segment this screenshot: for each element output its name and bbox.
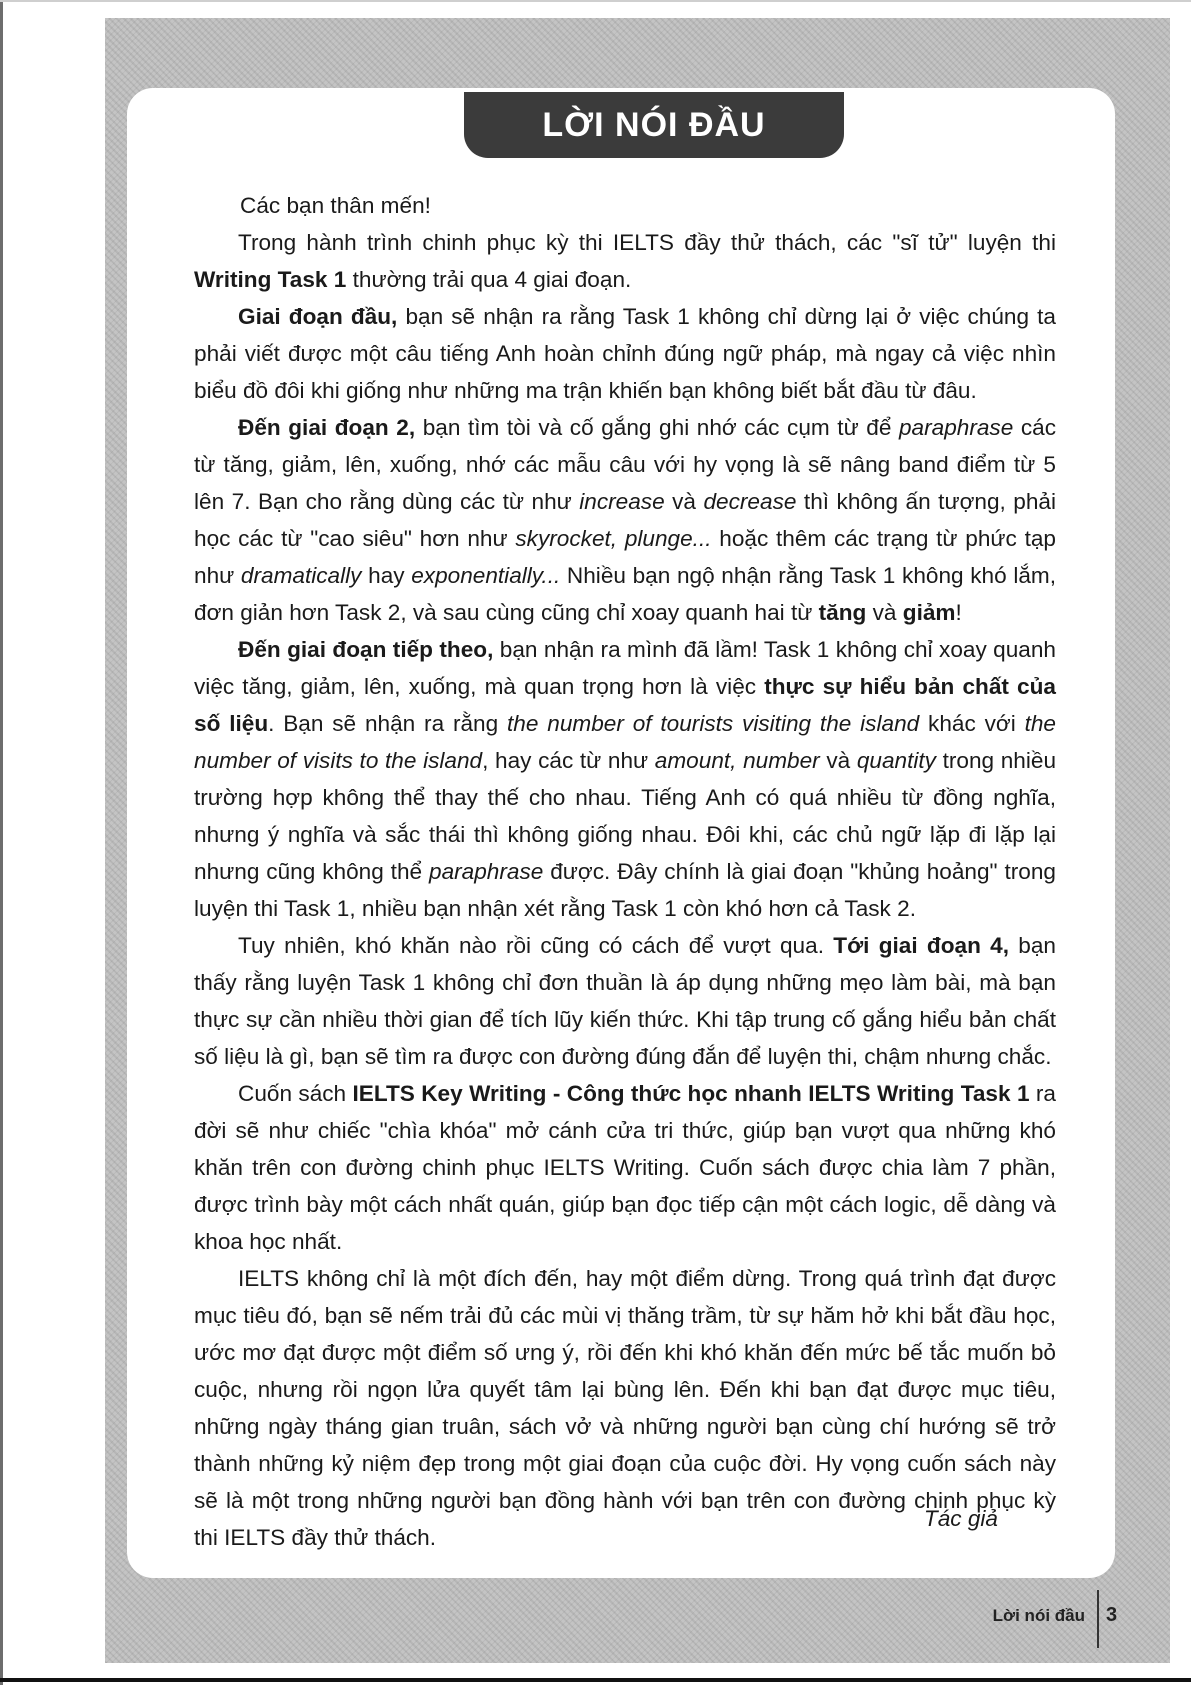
paragraph-6 (194, 1075, 1056, 1260)
bold-text: giảm (902, 600, 956, 625)
scan-edge-top (0, 0, 1191, 2)
italic-text: dramatically (240, 563, 362, 588)
author-signature: Tác giả (923, 1506, 998, 1531)
page-title: LỜI NÓI ĐẦU (542, 105, 766, 144)
paragraph-text: thường trải qua 4 giai đoạn. (346, 267, 632, 292)
paragraph-4 (194, 631, 1056, 927)
paragraph-text: và (664, 489, 704, 514)
paragraph-text: Tuy nhiên, khó khăn nào rồi cũng có cách để vượt qua. (238, 933, 834, 958)
scan-edge-left (0, 0, 3, 1685)
paragraph-text: Trong hành trình chinh phục kỳ thi IELTS đầy thử thách, các "sĩ tử" luyện thi (238, 230, 1056, 255)
greeting: Các bạn thân mến! (240, 193, 431, 218)
paragraph-1 (194, 224, 1056, 298)
bold-text: thực sự hiểu bản chất của số liệu (194, 674, 1056, 736)
paragraph-text: bạn tìm tòi và cố gắng ghi nhớ các cụm từ để (415, 415, 899, 440)
paragraph-text: bạn nhận ra mình đã lầm! Task 1 không chỉ xoay quanh việc tăng, giảm, lên, xuống, mà quan trọng hơn là việc (194, 637, 1056, 699)
page-number: 3 (1106, 1604, 1118, 1626)
paragraph-3 (194, 409, 1056, 631)
paragraph-text: Nhiều bạn ngộ nhận rằng Task 1 không khó lắm, đơn giản hơn Task 2, và sau cùng cũng chỉ xoay quanh hai từ (194, 563, 1057, 625)
title-banner (464, 92, 844, 158)
paragraph-text: bạn sẽ nhận ra rằng Task 1 không chỉ dừng lại ở việc chúng ta phải viết được một câu tiếng Anh hoàn chỉnh đúng ngữ pháp, mà ngay cả việc nhìn biểu đồ đôi khi giống như những ma trận khiến bạn không biết bắt đầu từ đâu. (194, 304, 1057, 403)
paragraph-text: và (866, 600, 903, 625)
bold-text: Tới giai đoạn 4, (833, 933, 1010, 958)
italic-text: paraphrase (429, 859, 544, 884)
italic-text: quantity (856, 748, 936, 773)
paragraph-text: thì không ấn tượng, phải học các từ "cao siêu" hơn như (194, 489, 1056, 551)
italic-text: skyrocket, plunge... (515, 526, 712, 551)
italic-text: decrease (703, 489, 797, 514)
book-title: IELTS Key Writing - Công thức học nhanh IELTS Writing Task 1 (352, 1081, 1030, 1106)
paragraph-text: khác với (919, 711, 1025, 736)
paragraph-text: , hay các từ như (482, 748, 655, 773)
paragraph-2 (194, 298, 1056, 409)
paragraph-text: các từ tăng, giảm, lên, xuống, nhớ các mẫu câu với hy vọng là sẽ nâng band điểm từ 5 lên 7. Bạn cho rằng dùng các từ như (194, 415, 1057, 514)
bold-text: tăng (818, 600, 867, 625)
paragraph-text: ra đời sẽ như chiếc "chìa khóa" mở cánh cửa tri thức, giúp bạn vượt qua những khó khăn trên con đường chinh phục IELTS Writing. Cuốn sách được chia làm 7 phần, được trình bày một cách nhất quán, giúp bạn đọc tiếp cận một cách logic, dễ dàng và khoa học nhất. (194, 1081, 1056, 1254)
italic-text: exponentially... (411, 563, 561, 588)
paragraph-text: IELTS không chỉ là một đích đến, hay một điểm dừng. Trong quá trình đạt được mục tiêu đó, bạn sẽ nếm trải đủ các mùi vị thăng trầm, từ sự hăm hở khi bắt đầu học, ước mơ đạt được một điểm số ưng ý, rồi đến khi khó khăn đến mức bế tắc muốn bỏ cuộc, nhưng rồi ngọn lửa quyết tâm lại bùng lên. Đến khi bạn đạt được mục tiêu, những ngày tháng gian truân, sách vở và những người bạn cùng chí hướng sẽ trở thành những kỷ niệm đẹp trong một giai đoạn của cuộc đời. Hy vọng cuốn sách này sẽ là một trong những người bạn đồng hành với bạn trên con đường chinh phục kỳ thi IELTS đầy thử thách. (194, 1266, 1056, 1550)
bold-text: Giai đoạn đầu, (238, 304, 398, 329)
paragraph-text: và (819, 748, 857, 773)
paragraph-text: trong nhiều trường hợp không thể thay thế cho nhau. Tiếng Anh có quá nhiều từ đồng nghĩa, nhưng ý nghĩa và sắc thái thì không giống nhau. Đôi khi, các chủ ngữ lặp đi lặp lại nhưng cũng không thể (194, 748, 1057, 884)
paragraph-5 (194, 927, 1056, 1075)
bold-text: Writing Task 1 (194, 267, 347, 292)
italic-text: the number of visits to the island (194, 711, 1056, 773)
footer-divider (1097, 1590, 1099, 1648)
bold-text: Đến giai đoạn 2, (238, 415, 416, 440)
italic-text: amount, number (654, 748, 820, 773)
italic-text: paraphrase (898, 415, 1014, 440)
paragraph-text: được. Đây chính là giai đoạn "khủng hoảng" trong luyện thi Task 1, nhiều bạn nhận xét rằng Task 1 còn khó hơn cả Task 2. (194, 859, 1056, 921)
paragraph-text: hay (361, 563, 412, 588)
bottom-rule (0, 1678, 1191, 1682)
paragraph-text: ! (955, 600, 962, 625)
paragraph-text: Cuốn sách (238, 1081, 353, 1106)
italic-text: increase (579, 489, 665, 514)
italic-text: the number of tourists visiting the island (507, 711, 920, 736)
footer-section-label: Lời nói đầu (992, 1606, 1085, 1625)
bold-text: Đến giai đoạn tiếp theo, (238, 637, 494, 662)
preface-text (194, 187, 1056, 1556)
paragraph-text: hoặc thêm các trạng từ phức tạp như (194, 526, 1056, 588)
paragraph-text: . Bạn sẽ nhận ra rằng (268, 711, 508, 736)
paragraph-text: bạn thấy rằng luyện Task 1 không chỉ đơn thuần là áp dụng những mẹo làm bài, mà bạn thực sự cần nhiều thời gian để tích lũy kiến thức. Khi tập trung cố gắng hiểu bản chất số liệu là gì, bạn sẽ tìm ra được con đường đúng đắn để luyện thi, chậm nhưng chắc. (194, 933, 1056, 1069)
